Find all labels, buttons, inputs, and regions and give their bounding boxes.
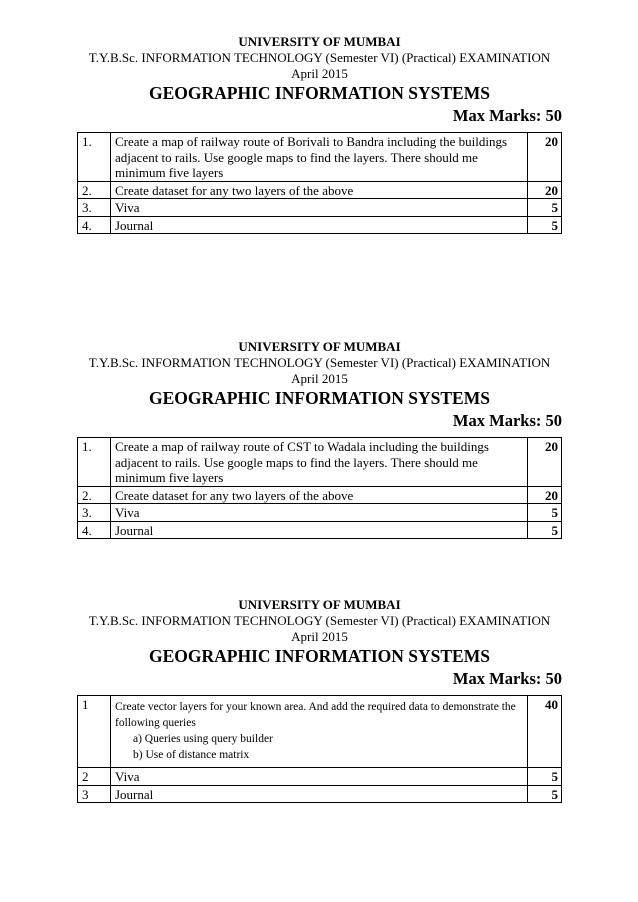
question-number: 2 bbox=[78, 768, 111, 786]
max-marks: Max Marks: 50 bbox=[452, 411, 562, 430]
table-row bbox=[78, 521, 562, 539]
question-text: Create a map of railway route of Borivali to Bandra including the buildings adjacent to rails. Use google maps to find the layers. There should me minimum five layers bbox=[111, 133, 528, 182]
exam-paper-1 bbox=[77, 34, 562, 234]
question-text: Viva bbox=[111, 768, 528, 786]
question-text: Create a map of railway route of CST to Wadala including the buildings adjacent to rails. Use google maps to find the layers. There should me minimum five layers bbox=[111, 438, 528, 487]
table-row bbox=[78, 181, 562, 199]
exam-date: April 2015 bbox=[291, 629, 348, 644]
question-table bbox=[77, 437, 562, 539]
question-marks: 40 bbox=[528, 696, 562, 768]
question-number: 1. bbox=[78, 438, 111, 487]
question-text: Journal bbox=[111, 216, 528, 234]
subject-title: GEOGRAPHIC INFORMATION SYSTEMS bbox=[149, 646, 490, 666]
question-marks: 5 bbox=[528, 216, 562, 234]
table-row bbox=[78, 133, 562, 182]
max-marks: Max Marks: 50 bbox=[452, 106, 562, 125]
question-number: 2. bbox=[78, 181, 111, 199]
question-number: 3. bbox=[78, 199, 111, 217]
table-row bbox=[78, 486, 562, 504]
table-row bbox=[78, 504, 562, 522]
question-text: Create dataset for any two layers of the above bbox=[111, 181, 528, 199]
sub-question: a) Queries using query builder bbox=[133, 733, 273, 745]
question-marks: 20 bbox=[528, 486, 562, 504]
table-row bbox=[78, 696, 562, 768]
table-row bbox=[78, 216, 562, 234]
question-text: Viva bbox=[111, 199, 528, 217]
question-marks: 5 bbox=[528, 785, 562, 803]
table-row bbox=[78, 768, 562, 786]
course-title: T.Y.B.Sc. INFORMATION TECHNOLOGY (Semester VI) (Practical) EXAMINATION bbox=[88, 613, 551, 628]
question-number: 3 bbox=[78, 785, 111, 803]
question-marks: 5 bbox=[528, 768, 562, 786]
question-table bbox=[77, 695, 562, 803]
question-text: Journal bbox=[111, 521, 528, 539]
question-marks: 5 bbox=[528, 504, 562, 522]
question-text: Create vector layers for your known area. And add the required data to demonstrate the following queries bbox=[115, 701, 516, 729]
question-marks: 20 bbox=[528, 181, 562, 199]
university-name: UNIVERSITY OF MUMBAI bbox=[238, 597, 401, 612]
subject-title: GEOGRAPHIC INFORMATION SYSTEMS bbox=[149, 83, 490, 103]
sub-question: b) Use of distance matrix bbox=[133, 749, 250, 761]
question-cell bbox=[111, 696, 528, 768]
university-name: UNIVERSITY OF MUMBAI bbox=[238, 339, 401, 354]
question-table bbox=[77, 132, 562, 234]
exam-paper-2 bbox=[77, 339, 562, 539]
question-text: Journal bbox=[111, 785, 528, 803]
question-number: 1 bbox=[78, 696, 111, 768]
table-row bbox=[78, 199, 562, 217]
question-text: Viva bbox=[111, 504, 528, 522]
question-number: 2. bbox=[78, 486, 111, 504]
question-marks: 20 bbox=[528, 438, 562, 487]
exam-paper-3 bbox=[77, 597, 562, 803]
course-title: T.Y.B.Sc. INFORMATION TECHNOLOGY (Semester VI) (Practical) EXAMINATION bbox=[88, 355, 551, 370]
table-row bbox=[78, 438, 562, 487]
exam-date: April 2015 bbox=[291, 66, 348, 81]
question-number: 3. bbox=[78, 504, 111, 522]
question-marks: 5 bbox=[528, 521, 562, 539]
question-text: Create dataset for any two layers of the above bbox=[111, 486, 528, 504]
question-number: 4. bbox=[78, 216, 111, 234]
question-marks: 5 bbox=[528, 199, 562, 217]
question-marks: 20 bbox=[528, 133, 562, 182]
max-marks: Max Marks: 50 bbox=[452, 669, 562, 688]
table-row bbox=[78, 785, 562, 803]
question-number: 4. bbox=[78, 521, 111, 539]
subject-title: GEOGRAPHIC INFORMATION SYSTEMS bbox=[149, 388, 490, 408]
university-name: UNIVERSITY OF MUMBAI bbox=[238, 34, 401, 49]
question-number: 1. bbox=[78, 133, 111, 182]
course-title: T.Y.B.Sc. INFORMATION TECHNOLOGY (Semester VI) (Practical) EXAMINATION bbox=[88, 50, 551, 65]
exam-date: April 2015 bbox=[291, 371, 348, 386]
